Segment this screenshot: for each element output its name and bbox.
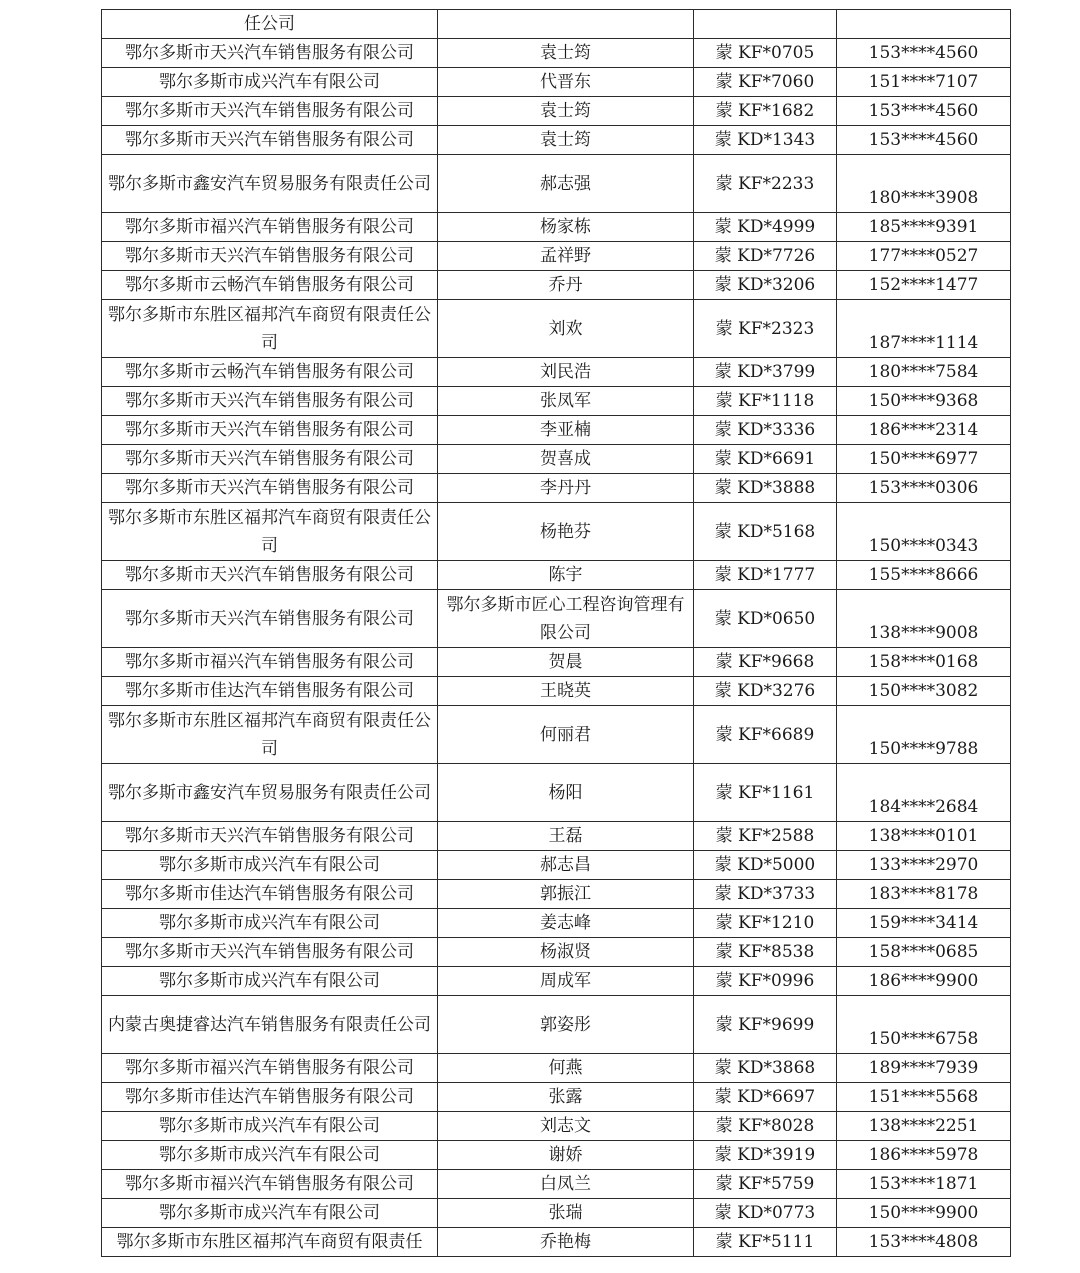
plate-cell: 蒙 KF*1210 [694,909,837,938]
company-cell: 鄂尔多斯市东胜区福邦汽车商贸有限责任 [102,1228,438,1257]
owner-cell: 刘欢 [438,300,694,358]
table-row [102,561,1011,590]
phone-cell: 151****7107 [837,68,1011,97]
plate-cell: 蒙 KD*3276 [694,677,837,706]
table-row [102,590,1011,648]
phone-cell: 153****4560 [837,39,1011,68]
table-row [102,213,1011,242]
owner-cell: 郝志强 [438,155,694,213]
table-row [102,648,1011,677]
table-row [102,271,1011,300]
owner-cell: 李丹丹 [438,474,694,503]
table-row [102,416,1011,445]
plate-cell: 蒙 KF*6689 [694,706,837,764]
company-cell: 鄂尔多斯市天兴汽车销售服务有限公司 [102,445,438,474]
phone-cell: 133****2970 [837,851,1011,880]
vehicle-owner-table [101,9,1011,1257]
owner-cell: 何燕 [438,1054,694,1083]
plate-cell: 蒙 KF*8028 [694,1112,837,1141]
owner-cell: 袁士筠 [438,97,694,126]
company-cell: 鄂尔多斯市云畅汽车销售服务有限公司 [102,271,438,300]
owner-cell: 张露 [438,1083,694,1112]
phone-cell: 150****3082 [837,677,1011,706]
phone-cell: 153****4560 [837,126,1011,155]
owner-cell [438,10,694,39]
company-cell: 鄂尔多斯市天兴汽车销售服务有限公司 [102,39,438,68]
phone-cell: 189****7939 [837,1054,1011,1083]
company-cell: 鄂尔多斯市天兴汽车销售服务有限公司 [102,474,438,503]
phone-cell: 153****0306 [837,474,1011,503]
table-row [102,300,1011,358]
phone-cell: 153****4808 [837,1228,1011,1257]
table-row [102,822,1011,851]
plate-cell: 蒙 KD*3336 [694,416,837,445]
table-row [102,1199,1011,1228]
plate-cell: 蒙 KF*9668 [694,648,837,677]
plate-cell: 蒙 KF*2233 [694,155,837,213]
plate-cell: 蒙 KD*3206 [694,271,837,300]
plate-cell: 蒙 KF*0996 [694,967,837,996]
phone-cell: 158****0168 [837,648,1011,677]
phone-cell: 150****9900 [837,1199,1011,1228]
owner-cell: 贺晨 [438,648,694,677]
company-cell: 鄂尔多斯市东胜区福邦汽车商贸有限责任公司 [102,503,438,561]
company-cell: 鄂尔多斯市天兴汽车销售服务有限公司 [102,126,438,155]
owner-cell: 刘民浩 [438,358,694,387]
company-cell: 鄂尔多斯市成兴汽车有限公司 [102,1112,438,1141]
table-row [102,1083,1011,1112]
phone-cell: 180****7584 [837,358,1011,387]
company-cell: 鄂尔多斯市福兴汽车销售服务有限公司 [102,648,438,677]
plate-cell: 蒙 KF*5111 [694,1228,837,1257]
table-row [102,909,1011,938]
company-cell: 内蒙古奥捷睿达汽车销售服务有限责任公司 [102,996,438,1054]
phone-cell: 153****1871 [837,1170,1011,1199]
table-row [102,387,1011,416]
phone-cell: 180****3908 [837,155,1011,213]
owner-cell: 杨淑贤 [438,938,694,967]
company-cell: 鄂尔多斯市东胜区福邦汽车商贸有限责任公司 [102,706,438,764]
company-cell: 鄂尔多斯市天兴汽车销售服务有限公司 [102,97,438,126]
phone-cell: 150****6758 [837,996,1011,1054]
phone-cell: 158****0685 [837,938,1011,967]
table-row [102,97,1011,126]
phone-cell: 150****6977 [837,445,1011,474]
company-cell: 鄂尔多斯市鑫安汽车贸易服务有限责任公司 [102,155,438,213]
phone-cell [837,10,1011,39]
phone-cell: 186****9900 [837,967,1011,996]
company-cell: 鄂尔多斯市天兴汽车销售服务有限公司 [102,387,438,416]
plate-cell: 蒙 KF*5759 [694,1170,837,1199]
phone-cell: 187****1114 [837,300,1011,358]
plate-cell: 蒙 KD*3733 [694,880,837,909]
company-cell: 鄂尔多斯市天兴汽车销售服务有限公司 [102,561,438,590]
plate-cell: 蒙 KF*1118 [694,387,837,416]
company-cell: 鄂尔多斯市福兴汽车销售服务有限公司 [102,213,438,242]
owner-cell: 王磊 [438,822,694,851]
company-cell: 鄂尔多斯市天兴汽车销售服务有限公司 [102,242,438,271]
phone-cell: 152****1477 [837,271,1011,300]
table-row [102,10,1011,39]
plate-cell: 蒙 KF*0705 [694,39,837,68]
owner-cell: 贺喜成 [438,445,694,474]
table-row [102,967,1011,996]
owner-cell: 周成军 [438,967,694,996]
company-cell: 任公司 [102,10,438,39]
plate-cell: 蒙 KD*3868 [694,1054,837,1083]
owner-cell: 杨艳芬 [438,503,694,561]
plate-cell: 蒙 KD*1343 [694,126,837,155]
phone-cell: 155****8666 [837,561,1011,590]
table-row [102,764,1011,822]
table-body [102,10,1011,1257]
owner-cell: 李亚楠 [438,416,694,445]
owner-cell: 杨阳 [438,764,694,822]
owner-cell: 张瑞 [438,1199,694,1228]
table-row [102,1228,1011,1257]
phone-cell: 159****3414 [837,909,1011,938]
owner-cell: 姜志峰 [438,909,694,938]
phone-cell: 150****0343 [837,503,1011,561]
table-row [102,242,1011,271]
owner-cell: 郭姿彤 [438,996,694,1054]
phone-cell: 138****0101 [837,822,1011,851]
plate-cell: 蒙 KD*5000 [694,851,837,880]
company-cell: 鄂尔多斯市天兴汽车销售服务有限公司 [102,822,438,851]
owner-cell: 王晓英 [438,677,694,706]
plate-cell: 蒙 KD*1777 [694,561,837,590]
company-cell: 鄂尔多斯市佳达汽车销售服务有限公司 [102,880,438,909]
plate-cell: 蒙 KD*6697 [694,1083,837,1112]
owner-cell: 鄂尔多斯市匠心工程咨询管理有限公司 [438,590,694,648]
plate-cell: 蒙 KF*2588 [694,822,837,851]
phone-cell: 183****8178 [837,880,1011,909]
owner-cell: 乔艳梅 [438,1228,694,1257]
company-cell: 鄂尔多斯市成兴汽车有限公司 [102,68,438,97]
phone-cell: 177****0527 [837,242,1011,271]
plate-cell: 蒙 KD*0650 [694,590,837,648]
owner-cell: 白凤兰 [438,1170,694,1199]
company-cell: 鄂尔多斯市成兴汽车有限公司 [102,851,438,880]
company-cell: 鄂尔多斯市云畅汽车销售服务有限公司 [102,358,438,387]
phone-cell: 184****2684 [837,764,1011,822]
table-row [102,503,1011,561]
plate-cell: 蒙 KD*4999 [694,213,837,242]
owner-cell: 张凤军 [438,387,694,416]
table-row [102,39,1011,68]
plate-cell: 蒙 KD*3919 [694,1141,837,1170]
table-row [102,474,1011,503]
table-row [102,880,1011,909]
table-row [102,851,1011,880]
company-cell: 鄂尔多斯市东胜区福邦汽车商贸有限责任公司 [102,300,438,358]
plate-cell: 蒙 KD*6691 [694,445,837,474]
owner-cell: 乔丹 [438,271,694,300]
company-cell: 鄂尔多斯市成兴汽车有限公司 [102,967,438,996]
owner-cell: 郭振江 [438,880,694,909]
plate-cell: 蒙 KF*8538 [694,938,837,967]
plate-cell: 蒙 KD*5168 [694,503,837,561]
company-cell: 鄂尔多斯市福兴汽车销售服务有限公司 [102,1054,438,1083]
table-row [102,126,1011,155]
owner-cell: 孟祥野 [438,242,694,271]
company-cell: 鄂尔多斯市福兴汽车销售服务有限公司 [102,1170,438,1199]
plate-cell: 蒙 KD*0773 [694,1199,837,1228]
plate-cell: 蒙 KD*3799 [694,358,837,387]
company-cell: 鄂尔多斯市鑫安汽车贸易服务有限责任公司 [102,764,438,822]
company-cell: 鄂尔多斯市天兴汽车销售服务有限公司 [102,416,438,445]
phone-cell: 151****5568 [837,1083,1011,1112]
owner-cell: 袁士筠 [438,126,694,155]
owner-cell: 杨家栋 [438,213,694,242]
company-cell: 鄂尔多斯市成兴汽车有限公司 [102,1141,438,1170]
table-row [102,1112,1011,1141]
company-cell: 鄂尔多斯市佳达汽车销售服务有限公司 [102,1083,438,1112]
table-row [102,358,1011,387]
owner-cell: 谢娇 [438,1141,694,1170]
table-row [102,1054,1011,1083]
phone-cell: 186****2314 [837,416,1011,445]
table-row [102,677,1011,706]
plate-cell: 蒙 KF*9699 [694,996,837,1054]
table-row [102,155,1011,213]
owner-cell: 何丽君 [438,706,694,764]
owner-cell: 代晋东 [438,68,694,97]
company-cell: 鄂尔多斯市成兴汽车有限公司 [102,1199,438,1228]
plate-cell: 蒙 KD*7726 [694,242,837,271]
plate-cell: 蒙 KD*3888 [694,474,837,503]
table-row [102,1170,1011,1199]
company-cell: 鄂尔多斯市成兴汽车有限公司 [102,909,438,938]
table-row [102,68,1011,97]
phone-cell: 185****9391 [837,213,1011,242]
plate-cell [694,10,837,39]
phone-cell: 150****9368 [837,387,1011,416]
company-cell: 鄂尔多斯市天兴汽车销售服务有限公司 [102,590,438,648]
plate-cell: 蒙 KF*1682 [694,97,837,126]
phone-cell: 150****9788 [837,706,1011,764]
owner-cell: 陈宇 [438,561,694,590]
plate-cell: 蒙 KF*1161 [694,764,837,822]
table-row [102,1141,1011,1170]
company-cell: 鄂尔多斯市天兴汽车销售服务有限公司 [102,938,438,967]
phone-cell: 186****5978 [837,1141,1011,1170]
company-cell: 鄂尔多斯市佳达汽车销售服务有限公司 [102,677,438,706]
table-row [102,445,1011,474]
owner-cell: 袁士筠 [438,39,694,68]
owner-cell: 刘志文 [438,1112,694,1141]
phone-cell: 138****9008 [837,590,1011,648]
table-row [102,996,1011,1054]
table-row [102,706,1011,764]
phone-cell: 138****2251 [837,1112,1011,1141]
plate-cell: 蒙 KF*2323 [694,300,837,358]
owner-cell: 郝志昌 [438,851,694,880]
table-row [102,938,1011,967]
plate-cell: 蒙 KF*7060 [694,68,837,97]
phone-cell: 153****4560 [837,97,1011,126]
